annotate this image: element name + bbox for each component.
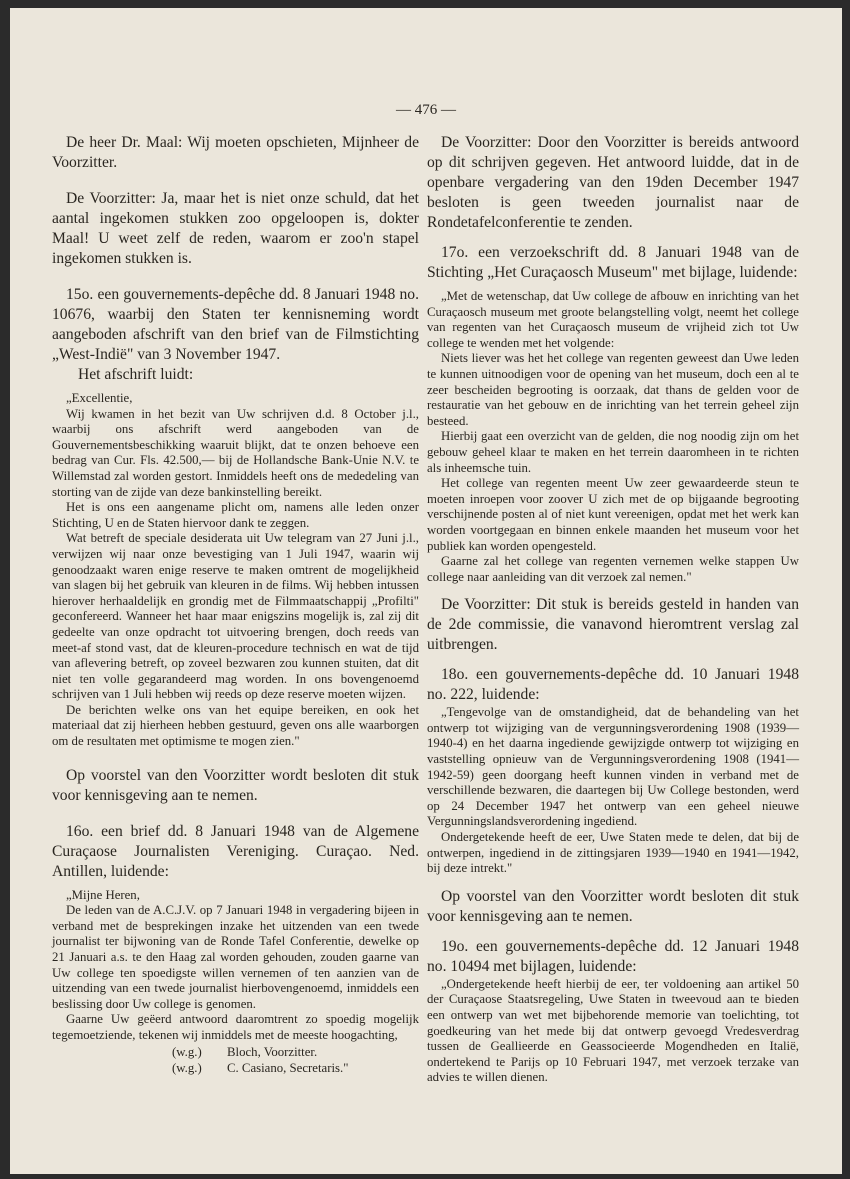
signature-name: C. Casiano, Secretaris." — [227, 1060, 349, 1075]
quote-paragraph: Gaarne Uw geëerd antwoord daaromtrent zo spoedig mogelijk tegemoetziende, tekenen wij inmiddels met de meeste hoogachting, — [52, 1012, 419, 1042]
quote-paragraph: Wij kwamen in het bezit van Uw schrijven d.d. 8 October j.l., waarbij ons afschrift werd aangeboden van de Gouvernementsbeschikking waaruit blijkt, dat te onzen behoeve een bedrag van Cur. Fls. 42.500,— bij de Hollandsche Bank-Unie N.V. te Willemstad zal worden gestort. Inmiddels heeft ons de mededeling van storting van de zijde van deze bankinstelling bereikt. — [52, 406, 419, 499]
right-column — [427, 133, 799, 1086]
paragraph: Het afschrift luidt: — [78, 366, 194, 383]
quote-paragraph: Ondergetekende heeft de eer, Uwe Staten mede te delen, dat bij de ontwerpen, ingediend in de zittingsjaren 1939—1940 en 1941—1942, bij deze intrekt." — [427, 830, 799, 876]
signature-line — [52, 1044, 419, 1060]
quote-paragraph: Wat betreft de speciale desiderata uit Uw telegram van 27 Juni j.l., verwijzen wij naar onze bevestiging van 1 Juli 1947, waarin wij genoodzaakt waren enige reserve te maken omtrent de mogelijkheid van slagen bij het gebruik van kleuren in de films. Wij hebben intussen hierover herhaaldelijk en grondig met de Filmmaatschappij „Profilti" geconfereerd. Wanneer het haar maar enigszins mogelijk is, zal zij dit gedeelte van onze opdracht tot uitvoering brengen, doch reeds van meet-af stond vast, dat de kleuren-procedure technisch en wat de tijd van aflevering betreft, op zoveel bezwaren zou kunnen stuiten, dat dit niet ten volle gegarandeerd mag worden. In ons bovengenoemd schrijven van 1 Juli hebben wij reeds op deze reserve moeten wijzen. — [52, 531, 419, 702]
paragraph: De Voorzitter: Dit stuk is bereids gesteld in handen van de 2de commissie, die vanavond hieromtrent verslag zal uitbrengen. — [427, 596, 799, 654]
paragraph: 17o. een verzoekschrift dd. 8 Januari 1948 van de Stichting „Het Curaçaosch Museum" met bijlage, luidende: — [427, 244, 799, 281]
paragraph: De Voorzitter: Door den Voorzitter is bereids antwoord op dit schrijven gegeven. Het antwoord luidde, dat in de openbare vergadering van den 19den December 1947 besloten is geen tweeden journalist naar de Rondetafelconferentie te zenden. — [427, 134, 799, 231]
quote-paragraph: Het college van regenten meent Uw zeer gewaardeerde steun te moeten inroepen voor zoover U zich met de op bijgaande begrooting verschijnende posten al of niet kunt vereenigen, opdat met het werk kan worden voortgegaan en binnen enkele maanden het museum voor het publiek kan worden opengesteld. — [427, 476, 799, 553]
paragraph: De Voorzitter: Ja, maar het is niet onze schuld, dat het aantal ingekomen stukken zoo opgeloopen is, dokter Maal! U weet zelf de reden, waarom er zoo'n stapel ingekomen stukken is. — [52, 190, 419, 267]
quote-paragraph: „Met de wetenschap, dat Uw college de afbouw en inrichting van het Curaçaosch museum met groote belangstelling volgt, neemt het college van regenten van het Curaçaosch museum de vrijheid zich tot Uw college te wenden met het volgende: — [427, 289, 799, 350]
paragraph: 19o. een gouvernements-depêche dd. 12 Januari 1948 no. 10494 met bijlagen, luidende: — [427, 937, 799, 975]
quote-paragraph: De leden van de A.C.J.V. op 7 Januari 1948 in vergadering bijeen in verband met de besprekingen inzake het uitzenden van een twede journalist ter bijwoning van de Ronde Tafel Conferentie, dewelke op 21 Januari a.s. te den Haag zal worden gehouden, zouden gaarne van Uw college ten spoedigste willen vernemen of ten aanzien van de uitzending van een twede journalist hierbovengenoemd, inmiddels een beslissing door Uw college is genomen. — [52, 903, 419, 1011]
signature-prefix: (w.g.) — [172, 1060, 202, 1075]
quote-paragraph: „Tengevolge van de omstandigheid, dat de behandeling van het ontwerp tot wijziging van de vergunningsverordening 1908 (1939—1940-4) en het daarna ingediende gewijzigde ontwerp tot wijziging en vaststelling opnieuw van de Vergunningsverordening 1908 (1941—1942-59) geen doorgang heeft kunnen vinden in verband met de verschillende bezwaren, die daartegen bij Uw College bestonden, werd op 24 December 1947 het ontwerp van een geheel nieuwe Vergunningslandsverordening ingediend. — [427, 705, 799, 829]
paragraph: Op voorstel van den Voorzitter wordt besloten dit stuk voor kennisgeving aan te nemen. — [52, 766, 419, 804]
paragraph: De heer Dr. Maal: Wij moeten opschieten, Mijnheer de Voorzitter. — [52, 134, 419, 171]
quote-paragraph: Gaarne zal het college van regenten vernemen welke stappen Uw college naar aanleiding van dit verzoek zal nemen." — [427, 554, 799, 584]
page-number: — 476 — — [396, 102, 456, 118]
signature-name: Bloch, Voorzitter. — [227, 1044, 318, 1059]
quote-paragraph: Hierbij gaat een overzicht van de gelden, die nog noodig zijn om het gebouw geheel klaar te maken en het terrein daaromheen in te richten als inheemsche tuin. — [427, 429, 799, 475]
paragraph: 18o. een gouvernements-depêche dd. 10 Januari 1948 no. 222, luidende: — [427, 666, 799, 704]
quote-paragraph: Niets liever was het het college van regenten geweest dan Uwe leden te kunnen uitnoodigen voor de opening van het museum, doch een al te zeer bescheiden begrooting is oorzaak, dat thans de gelden voor de restauratie van het gebouw en de inrichting van het terrein geheel zijn besteed. — [427, 351, 799, 428]
paragraph: 15o. een gouvernements-depêche dd. 8 Januari 1948 no. 10676, waarbij den Staten ter kennisneming wordt aangeboden afschrift van den brief van de Filmstichting „West-Indië" van 3 November 1947. — [52, 286, 419, 363]
quote-paragraph: „Excellentie, — [66, 391, 133, 405]
left-column — [52, 133, 419, 1076]
document-page — [10, 8, 842, 1174]
quote-paragraph: „Mijne Heren, — [66, 887, 140, 902]
quote-paragraph: De berichten welke ons van het equipe bereiken, en ook het materiaal dat zij hierheen hebben gestuurd, geven ons alle waarborgen om de resultaten met optimisme te mogen zien." — [52, 702, 419, 749]
quote-paragraph: „Ondergetekende heeft hierbij de eer, ter voldoening aan artikel 50 der Curaçaose Staatsregeling, Uwe Staten in tweevoud aan te bieden een ontwerp van wet met bijbehorende memorie van toelichting, tot goedkeuring van het mede bij dat ontwerp gevoegd Vredesverdrag tussen de Geallieerde en Geassocieerde Mogendheden en Italië, ondertekend te Parijs op 10 Februari 1947, met verzoek terzake van advies te willen dienen. — [427, 976, 799, 1085]
signature-line — [52, 1060, 419, 1076]
signature-prefix: (w.g.) — [172, 1044, 202, 1059]
quote-paragraph: Het is ons een aangename plicht om, namens alle leden onzer Stichting, U en de Staten hiervoor dank te zeggen. — [52, 500, 419, 530]
paragraph: Op voorstel van den Voorzitter wordt besloten dit stuk voor kennisgeving aan te nemen. — [427, 887, 799, 925]
paragraph: 16o. een brief dd. 8 Januari 1948 van de Algemene Curaçaose Journalisten Vereniging. Curaçao. Ned. Antillen, luidende: — [52, 822, 419, 880]
